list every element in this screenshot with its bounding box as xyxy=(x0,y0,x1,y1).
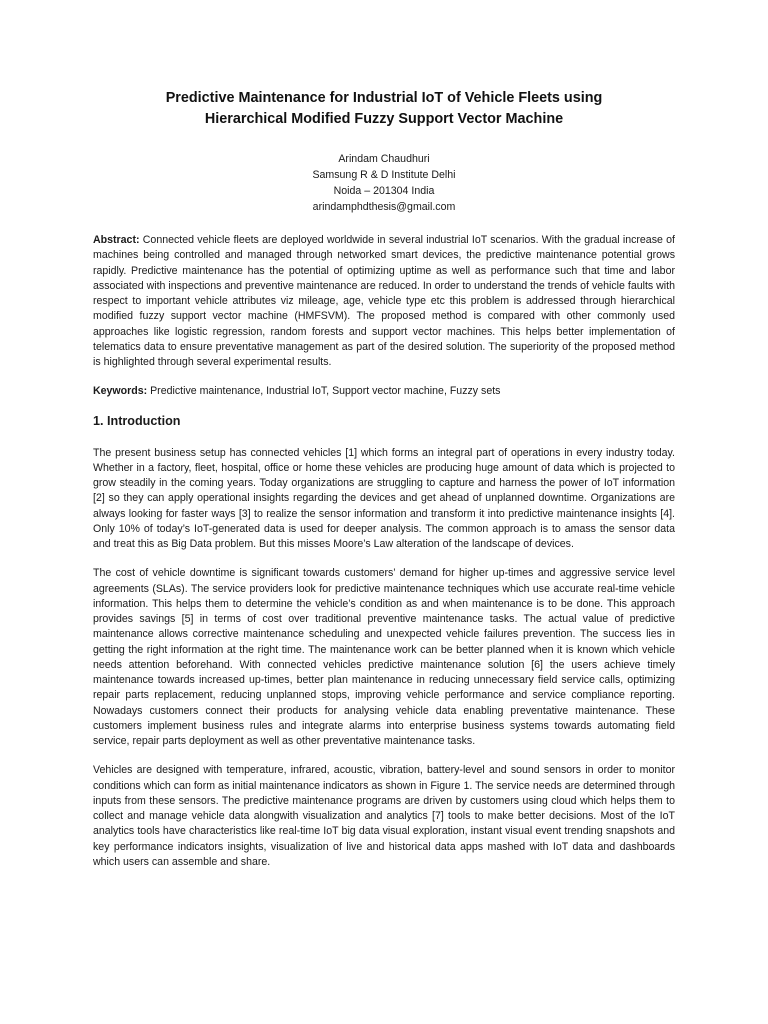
paper-title-line-1: Predictive Maintenance for Industrial IoT of Vehicle Fleets using xyxy=(165,90,603,106)
paper-title xyxy=(93,88,675,130)
abstract xyxy=(93,233,675,370)
author-address: Noida – 201304 India xyxy=(333,185,435,197)
intro-paragraph-1: The present business setup has connected vehicles [1] which forms an integral part of operations in every industry today. Whether in a factory, fleet, hospital, office or home these vehicles are producing huge amount of data which is projected to grow steadily in the coming years. Today organizations are struggling to capture and harness the power of IoT information [2] so they can apply operational insights regarding the devices and get ahead of unplanned downtime. Organizations are always looking for faster ways [3] to realize the sensor information and transform it into predictive maintenance insights [4]. Only 10% of today’s IoT-generated data is used for deeper analysis. The common approach is to amass the sensor data and treat this as Big Data problem. But this misses Moore’s Law alteration of the landscape of devices. xyxy=(93,446,675,550)
author-name: Arindam Chaudhuri xyxy=(338,153,430,165)
keywords-text: Predictive maintenance, Industrial IoT, Support vector machine, Fuzzy sets xyxy=(147,385,501,398)
paper-title-line-2: Hierarchical Modified Fuzzy Support Vector Machine xyxy=(204,111,564,127)
keywords xyxy=(93,384,675,399)
abstract-text: Connected vehicle fleets are deployed worldwide in several industrial IoT scenarios. With the gradual increase of machines being controlled and managed through networked smart devices, the predictive maintenance potential grows rapidly. Predictive maintenance has the potential of optimizing uptime as well as performance such that time and labor associated with inspections and preventive maintenance are reduced. In order to understand the trends of vehicle faults with respect to important vehicle attributes viz mileage, age, vehicle type etc this problem is addressed through hierarchical modified fuzzy support vector machine (HMFSVM). The proposed method is compared with other commonly used approaches like logistic regression, random forests and support vector machines. This helps better implementation of telematics data to ensure preventative management as part of the desired solution. The superiority of the proposed method is highlighted through several experimental results. xyxy=(93,234,675,368)
intro-paragraph-2: The cost of vehicle downtime is significant towards customers’ demand for higher up-times and aggressive service level agreements (SLAs). The service providers look for predictive maintenance techniques which use accurate real-time vehicle information. This helps them to determine the vehicle’s condition as and when maintenance is to be done. This approach provides savings [5] in terms of cost over traditional preventive maintenance tasks. The actual value of predictive maintenance allows corrective maintenance scheduling and unexpected vehicle failures prevention. The success lies in getting the right information at the right time. The maintenance work can be better planned when it is known which vehicle needs attention beforehand. With connected vehicles predictive maintenance solution [6] the users achieve timely maintenance towards increased up-times, better plan maintenance in reducing unnecessary field service calls, optimizing repair parts replacement, reducing unplanned stops, improving vehicle performance and service compliance reporting. Nowadays customers connect their products for analysing vehicle data enabling preventative maintenance. These customers implement business rules and integrate alarms into enterprise business systems towards automating field service, repair parts deployment as well as other preventative maintenance tasks. xyxy=(93,567,675,747)
author-affiliation: Samsung R & D Institute Delhi xyxy=(312,169,456,181)
abstract-label: Abstract: xyxy=(93,234,140,246)
intro-paragraph-3: Vehicles are designed with temperature, infrared, acoustic, vibration, battery-level and sound sensors in order to monitor conditions which can form as initial maintenance indicators as shown in Figure 1. The service needs are determined through inputs from these sensors. The predictive maintenance programs are driven by customers using cloud which helps them to collect and manage vehicle data alongwith visualization and analytics [7] tools to make better decisions. Most of the IoT analytics tools have characteristics like real-time IoT big data visual exploration, instant visual event trending snapshots and key performance indicators insights, visualization of live and historical data apps mashed with IoT data and dashboards which users can assemble and share. xyxy=(93,764,675,868)
author-block xyxy=(93,151,675,215)
keywords-label: Keywords: xyxy=(93,385,148,398)
author-email: arindamphdthesis@gmail.com xyxy=(312,201,456,213)
paper-page xyxy=(93,88,675,884)
section-heading-introduction: 1. Introduction xyxy=(93,413,181,428)
